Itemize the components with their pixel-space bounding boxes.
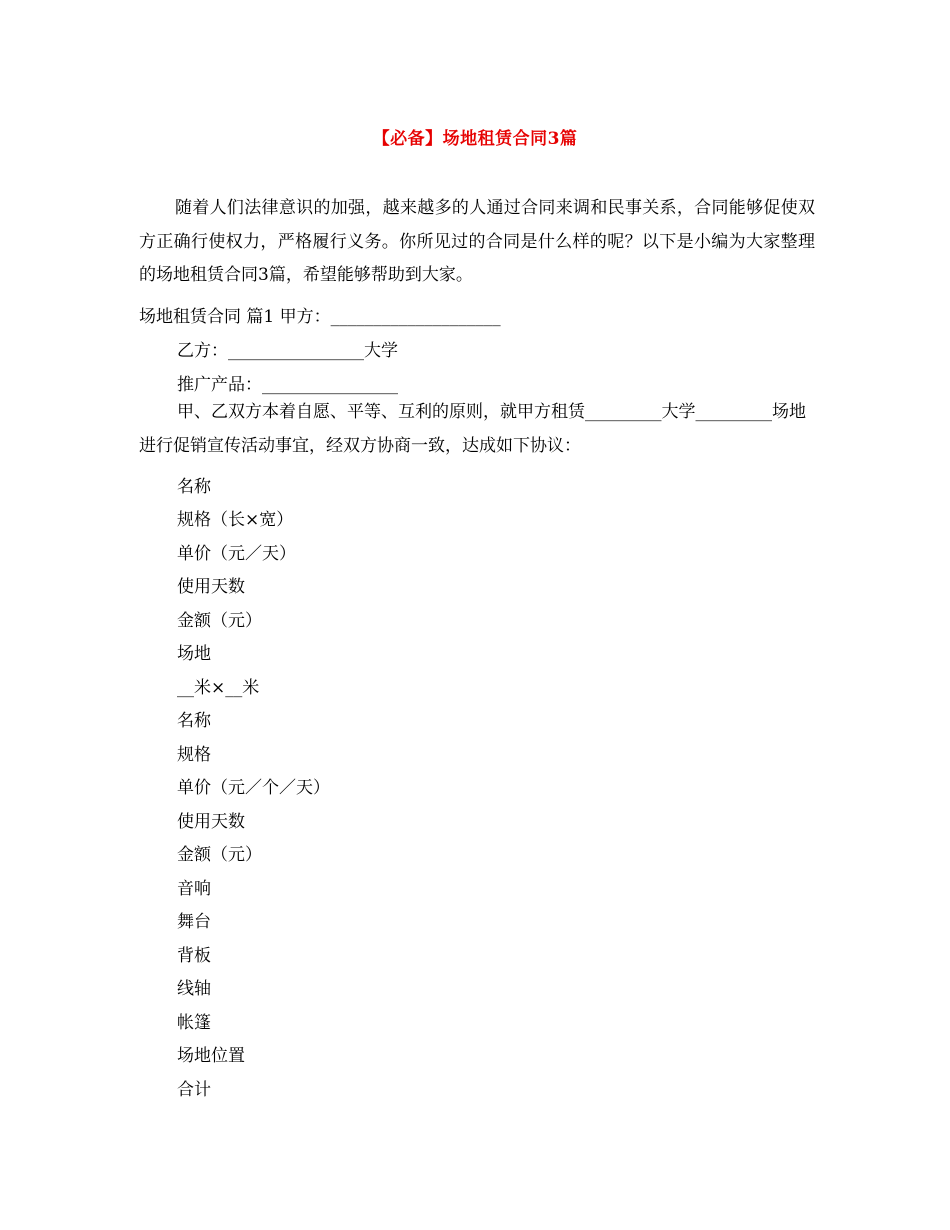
list-item: 单价（元／天） (177, 544, 296, 564)
list-item: 金额（元） (177, 845, 262, 865)
list-item: 线轴 (177, 979, 211, 999)
list-item: 名称 (177, 711, 211, 731)
list-item: 背板 (177, 946, 211, 966)
list-item: 合计 (177, 1080, 211, 1100)
intro-paragraph: 随着人们法律意识的加强，越来越多的人通过合同来调和民事关系，合同能够促使双方正确行使权力，严格履行义务。你所见过的合同是什么样的呢？以下是小编为大家整理的场地租赁合同3篇，希望能够帮助到大家。 (139, 198, 815, 285)
list-item: 名称 (177, 477, 211, 497)
list-item: 规格 (177, 745, 211, 765)
list-item: 使用天数 (177, 577, 245, 597)
list-item: 规格（长×宽） (177, 510, 294, 530)
party-b-line: 乙方：________________大学 (177, 341, 398, 361)
contract-header: 场地租赁合同 篇1 甲方：____________________ (139, 307, 501, 327)
list-item: 金额（元） (177, 611, 262, 631)
list-item: 场地位置 (177, 1046, 245, 1066)
list-item: 使用天数 (177, 812, 245, 832)
list-item: 场地 (177, 644, 211, 664)
product-line: 推广产品：________________ (177, 375, 398, 395)
list-item: 舞台 (177, 912, 211, 932)
document-title: 【必备】场地租赁合同3篇 (372, 129, 578, 149)
list-item: 单价（元／个／天） (177, 778, 330, 798)
list-item: 音响 (177, 879, 211, 899)
list-item: 帐篷 (177, 1013, 211, 1033)
list-item: __米×__米 (177, 678, 260, 698)
agreement-paragraph: 甲、乙双方本着自愿、平等、互利的原则，就甲方租赁_________大学_________场地进行促销宣传活动事宜，经双方协商一致，达成如下协议： (139, 402, 806, 456)
